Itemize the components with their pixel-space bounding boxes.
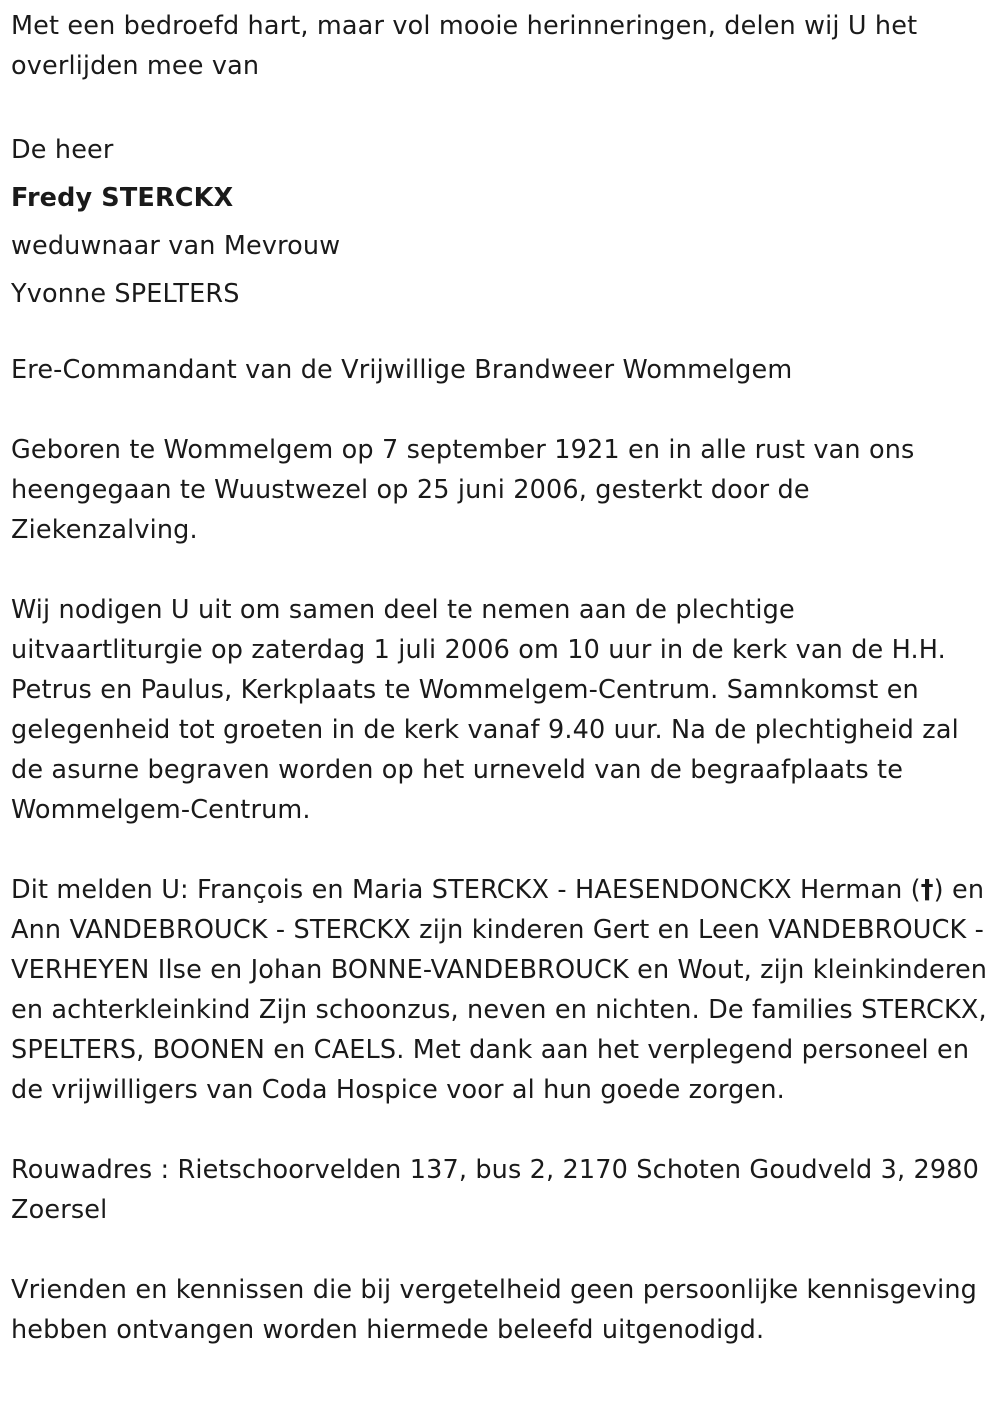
intro-paragraph: Met een bedroefd hart, maar vol mooie herinneringen, delen wij U het overlijden mee van: [11, 11, 918, 81]
title-line: De heer: [11, 135, 114, 165]
cross-icon: †: [920, 875, 934, 905]
spacer: [11, 390, 991, 430]
spacer: [11, 318, 991, 350]
obituary-text: [11, 0, 991, 1350]
family-text-end: ) en Ann VANDEBROUCK - STERCKX zijn kinderen Gert en Leen VANDEBROUCK - VERHEYEN Ilse en Johan BONNE-VANDEBROUCK en Wout, zijn kleinkinderen en achterkleinkind Zijn schoonzus, neven en nichten. De families STERCKX, SPELTERS, BOONEN en CAELS. Met dank aan het verplegend personeel en de vrijwilligers van Coda Hospice voor al hun goede zorgen.: [11, 875, 988, 1105]
spacer: [11, 86, 991, 126]
spouse-name: Yvonne SPELTERS: [11, 279, 240, 309]
ceremony-paragraph: Wij nodigen U uit om samen deel te nemen aan de plechtige uitvaartliturgie op zaterdag 1 juli 2006 om 10 uur in de kerk van de H.H. Petrus en Paulus, Kerkplaats te Wommelgem-Centrum. Samnkomst en gelegenheid tot groeten in de kerk vanaf 9.40 uur. Na de plechtigheid zal de asurne begraven worden op het urneveld van de begraafplaats te Wommelgem-Centrum.: [11, 595, 959, 825]
deceased-name: Fredy STERCKX: [11, 183, 234, 213]
closing-paragraph: Vrienden en kennissen die bij vergetelheid geen persoonlijke kennisgeving hebben ontvangen worden hiermede beleefd uitgenodigd.: [11, 1275, 977, 1345]
birth-death-paragraph: Geboren te Wommelgem op 7 september 1921 en in alle rust van ons heengegaan te Wuustwezel op 25 juni 2006, gesterkt door de Ziekenzalving.: [11, 435, 915, 545]
address-paragraph: Rouwadres : Rietschoorvelden 137, bus 2, 2170 Schoten Goudveld 3, 2980 Zoersel: [11, 1155, 980, 1225]
spacer: [11, 830, 991, 870]
spacer: [11, 1230, 991, 1270]
spacer: [11, 550, 991, 590]
widower-line: weduwnaar van Mevrouw: [11, 231, 341, 261]
honorary-line: Ere-Commandant van de Vrijwillige Brandweer Wommelgem: [11, 355, 793, 385]
family-text-start: Dit melden U: François en Maria STERCKX - HAESENDONCKX Herman (: [11, 875, 921, 905]
spacer: [11, 1110, 991, 1150]
family-paragraph: [11, 870, 991, 1110]
